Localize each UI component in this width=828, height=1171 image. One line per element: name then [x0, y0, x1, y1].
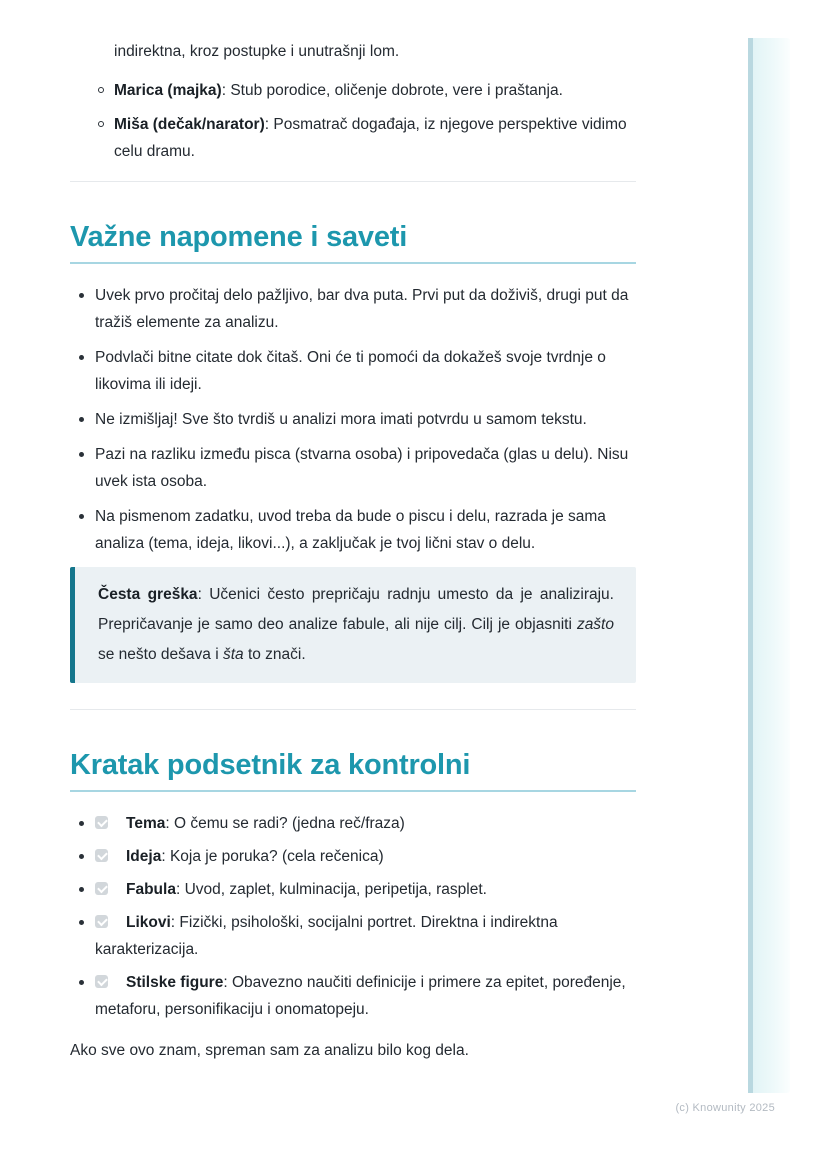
character-name: Marica (majka)	[114, 82, 222, 99]
title-underline	[70, 790, 636, 792]
disc-bullet-icon	[79, 980, 84, 985]
checkbox-checked-icon	[95, 975, 108, 988]
callout-box	[70, 567, 636, 683]
disc-bullet-icon	[79, 293, 84, 298]
callout-italic: zašto	[576, 616, 614, 633]
checklist-text: : Uvod, zaplet, kulminacija, peripetija, rasplet.	[175, 881, 487, 898]
list-item	[70, 282, 636, 336]
callout-part: : Učenici često prepričaju radnju umesto da je analiziraju. Prepričavanje je samo deo analize fabule, ali nije cilj. Cilj je objasniti	[98, 586, 614, 633]
section-divider	[70, 181, 636, 182]
checklist-label: Stilske figure	[126, 974, 224, 991]
callout-part: to znači.	[243, 646, 306, 663]
checkbox-checked-icon	[95, 915, 108, 928]
disc-bullet-icon	[79, 821, 84, 826]
list-item	[70, 344, 636, 398]
checkbox-checked-icon	[95, 882, 108, 895]
checklist-label: Likovi	[126, 914, 171, 931]
checkbox-checked-icon	[95, 849, 108, 862]
character-description: : Stub porodice, oličenje dobrote, vere i praštanja.	[221, 82, 563, 99]
notes-list	[70, 282, 636, 557]
character-list	[70, 77, 636, 165]
section-divider	[70, 709, 636, 710]
checklist-label: Fabula	[126, 881, 176, 898]
checklist	[70, 810, 636, 1023]
document-content	[70, 38, 636, 1064]
checklist-item	[70, 810, 636, 837]
checklist-label: Tema	[126, 815, 166, 832]
list-item	[70, 503, 636, 557]
title-underline	[70, 262, 636, 264]
checklist-item	[70, 843, 636, 870]
disc-bullet-icon	[79, 514, 84, 519]
disc-bullet-icon	[79, 920, 84, 925]
page-edge-bar	[748, 38, 790, 1093]
checklist-text: : Fizički, psihološki, socijalni portret. Direktna i indirektna karakterizacija.	[95, 914, 558, 958]
section-title-checklist: Kratak podsetnik za kontrolni	[70, 749, 471, 781]
circle-bullet-icon	[98, 121, 104, 127]
disc-bullet-icon	[79, 854, 84, 859]
character-description: : Posmatrač događaja, iz njegove perspektive vidimo celu dramu.	[114, 116, 627, 160]
copyright-footer: (c) Knowunity 2025	[675, 1102, 775, 1114]
callout-text	[98, 580, 614, 670]
list-item	[70, 111, 636, 165]
list-item	[70, 441, 636, 495]
note-text: Uvek prvo pročitaj delo pažljivo, bar dva puta. Prvi put da doživiš, drugi put da tražiš elemente za analizu.	[95, 287, 629, 331]
list-item	[70, 77, 636, 104]
note-text: Ne izmišljaj! Sve što tvrdiš u analizi mora imati potvrdu u samom tekstu.	[95, 411, 587, 428]
checklist-text: : Koja je poruka? (cela rečenica)	[161, 848, 384, 865]
callout-part: se nešto dešava i	[98, 646, 223, 663]
checklist-item	[70, 876, 636, 903]
character-name: Miša (dečak/narator)	[114, 116, 265, 133]
list-item	[70, 406, 636, 433]
disc-bullet-icon	[79, 887, 84, 892]
closing-text: Ako sve ovo znam, spreman sam za analizu bilo kog dela.	[70, 1042, 469, 1059]
continuation-text: indirektna, kroz postupke i unutrašnji lom.	[114, 43, 400, 60]
note-text: Podvlači bitne citate dok čitaš. Oni će ti pomoći da dokažeš svoje tvrdnje o likovima ili ideji.	[95, 349, 606, 393]
checklist-item	[70, 969, 636, 1023]
checklist-item	[70, 909, 636, 963]
note-text: Na pismenom zadatku, uvod treba da bude o piscu i delu, razrada je sama analiza (tema, ideja, likovi...), a zaključak je tvoj lični stav o delu.	[95, 508, 606, 552]
disc-bullet-icon	[79, 355, 84, 360]
checklist-text: : O čemu se radi? (jedna reč/fraza)	[165, 815, 405, 832]
callout-label: Česta greška	[98, 586, 198, 603]
checkbox-checked-icon	[95, 816, 108, 829]
checklist-label: Ideja	[126, 848, 162, 865]
section-title-notes: Važne napomene i saveti	[70, 221, 408, 253]
note-text: Pazi na razliku između pisca (stvarna osoba) i pripovedača (glas u delu). Nisu uvek ista osoba.	[95, 446, 629, 490]
circle-bullet-icon	[98, 87, 104, 93]
callout-italic: šta	[222, 646, 244, 663]
disc-bullet-icon	[79, 417, 84, 422]
disc-bullet-icon	[79, 452, 84, 457]
checklist-text: : Obavezno naučiti definicije i primere za epitet, poređenje, metaforu, personifikaciju i onomatopeju.	[95, 974, 626, 1018]
